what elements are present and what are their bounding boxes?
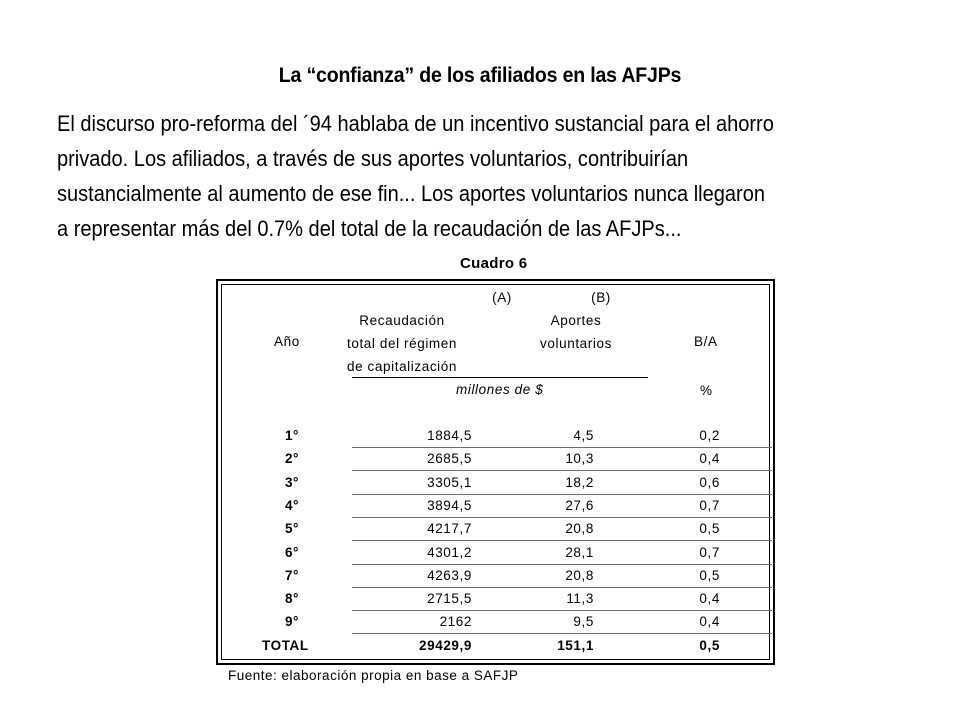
row-ratio: 0,4 — [699, 451, 720, 467]
row-separator — [352, 564, 772, 565]
col-a-tag: (A) — [492, 290, 512, 305]
row-recaudacion: 1884,5 — [427, 428, 472, 443]
row-ratio: 0,4 — [699, 591, 720, 607]
row-separator — [352, 470, 772, 471]
header-rule — [352, 377, 648, 378]
row-aportes: 20,8 — [565, 567, 594, 583]
row-ratio: 0,5 — [699, 521, 720, 537]
row-ratio: 0,6 — [699, 474, 720, 490]
row-aportes: 10,3 — [565, 451, 594, 467]
paragraph-line-2: privado. Los afiliados, a través de sus aportes voluntarios, contribuirían — [57, 146, 689, 171]
row-recaudacion: 2685,5 — [427, 451, 472, 467]
row-year: 6° — [284, 544, 300, 560]
row-separator — [352, 447, 772, 448]
row-separator — [352, 587, 772, 588]
body-paragraph — [57, 106, 937, 246]
row-aportes: 9,5 — [573, 614, 594, 630]
row-year: 3° — [284, 474, 300, 490]
units-ratio: % — [700, 383, 713, 398]
row-separator — [352, 633, 772, 634]
row-aportes: 18,2 — [565, 474, 594, 490]
row-aportes: 11,3 — [566, 591, 594, 607]
total-recaudacion: 29429,9 — [419, 637, 472, 653]
row-aportes: 20,8 — [565, 521, 594, 537]
col-ratio-header: B/A — [694, 334, 718, 349]
row-year: 7° — [284, 567, 300, 583]
row-ratio: 0,5 — [699, 567, 720, 583]
units-amount: millones de $ — [456, 382, 544, 397]
col-a-header-line-1: Recaudación — [359, 313, 445, 328]
col-b-tag: (B) — [591, 290, 611, 305]
row-separator — [352, 494, 772, 495]
row-recaudacion: 2162 — [439, 614, 472, 630]
row-ratio: 0,4 — [699, 614, 720, 630]
paragraph-line-3: sustancialmente al aumento de ese fin... Los aportes voluntarios nunca llegaron — [57, 181, 765, 206]
col-b-header-line-2: voluntarios — [540, 336, 612, 351]
row-aportes: 28,1 — [565, 544, 594, 560]
row-ratio: 0,2 — [699, 428, 720, 443]
row-aportes: 27,6 — [565, 497, 594, 513]
table-caption: Cuadro 6 — [460, 255, 528, 272]
total-aportes: 151,1 — [557, 637, 594, 653]
row-separator — [352, 540, 772, 541]
row-recaudacion: 3305,1 — [427, 474, 472, 490]
table-source: Fuente: elaboración propia en base a SAFJP — [228, 668, 519, 683]
row-year: 9° — [284, 614, 300, 630]
row-year: 2° — [284, 451, 300, 467]
total-label: TOTAL — [262, 637, 309, 653]
col-year-header: Año — [274, 334, 300, 349]
row-year: 5° — [284, 521, 300, 537]
total-ratio: 0,5 — [699, 637, 720, 653]
row-aportes: 4,5 — [573, 428, 594, 443]
paragraph-line-1: El discurso pro-reforma del ´94 hablaba de un incentivo sustancial para el ahorro — [57, 111, 774, 136]
row-recaudacion: 2715,5 — [427, 591, 472, 607]
col-b-header-line-1: Aportes — [550, 313, 602, 328]
slide-title: La “confianza” de los afiliados en las AFJPs — [278, 64, 682, 87]
row-separator — [352, 517, 772, 518]
row-ratio: 0,7 — [699, 544, 720, 560]
row-recaudacion: 4263,9 — [427, 567, 472, 583]
row-separator — [352, 610, 772, 611]
row-ratio: 0,7 — [699, 497, 720, 513]
row-year: 8° — [284, 591, 300, 607]
row-year: 4° — [284, 497, 300, 513]
row-recaudacion: 3894,5 — [427, 497, 472, 513]
col-a-header-line-3: de capitalización — [346, 359, 457, 374]
col-a-header-line-2: total del régimen — [346, 336, 457, 351]
paragraph-line-4: a representar más del 0.7% del total de la recaudación de las AFJPs... — [57, 216, 682, 241]
row-recaudacion: 4217,7 — [427, 521, 472, 537]
row-recaudacion: 4301,2 — [427, 544, 472, 560]
row-year: 1° — [284, 428, 300, 443]
